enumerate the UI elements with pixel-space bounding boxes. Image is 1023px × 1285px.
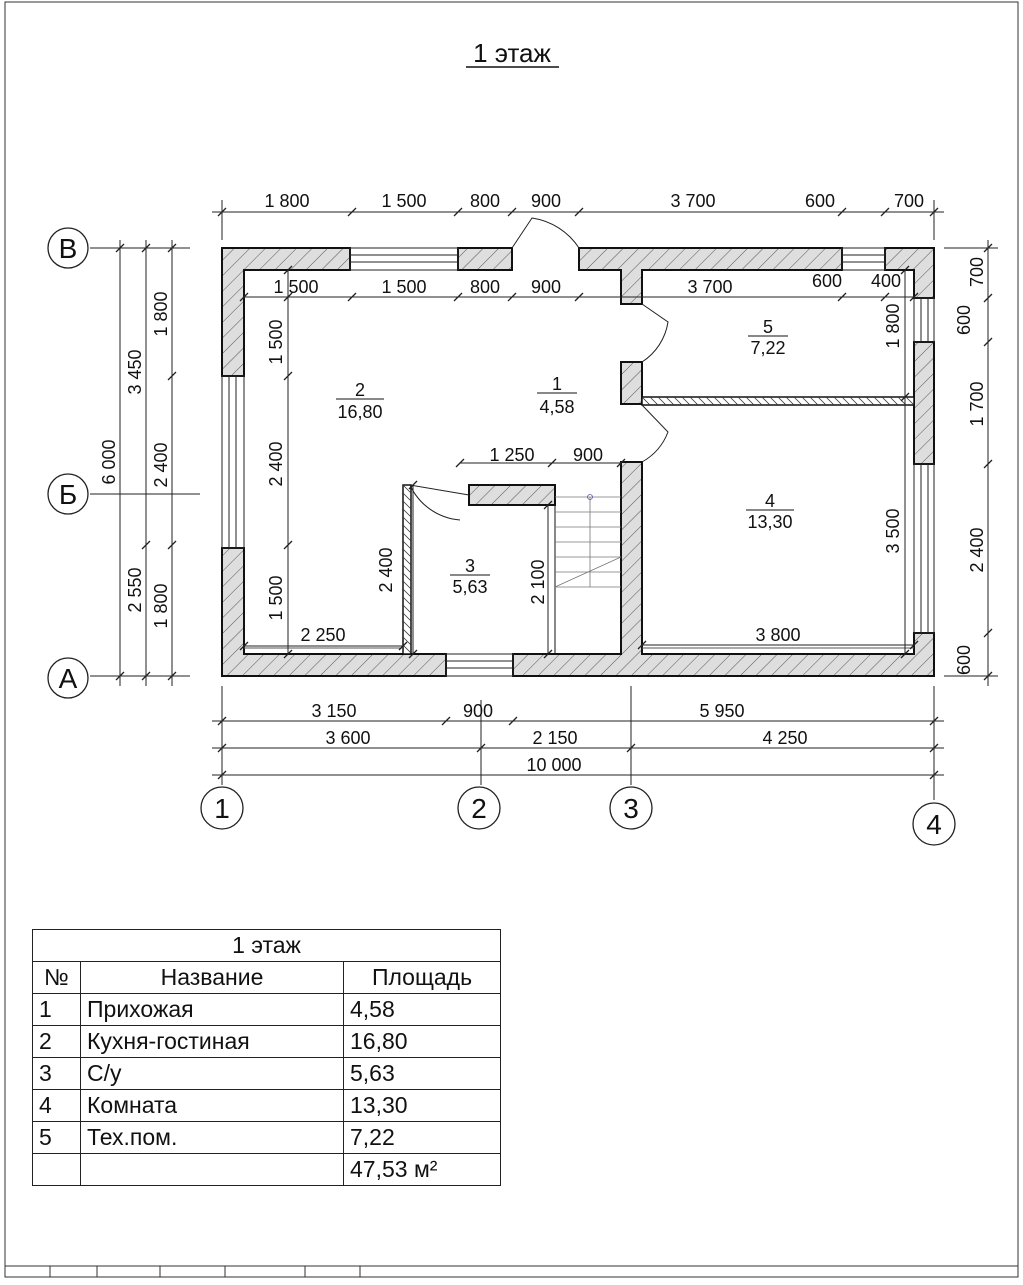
svg-text:600: 600 xyxy=(804,191,836,211)
svg-text:700: 700 xyxy=(967,256,987,288)
svg-text:2 150: 2 150 xyxy=(532,728,578,748)
rooms-table xyxy=(32,929,501,1186)
cell-area: 13,30 xyxy=(344,1090,501,1122)
svg-text:5,63: 5,63 xyxy=(452,577,488,597)
svg-text:5: 5 xyxy=(762,317,774,337)
table-row xyxy=(33,1026,501,1058)
svg-text:3 450: 3 450 xyxy=(125,349,145,395)
svg-text:1 800: 1 800 xyxy=(151,291,171,337)
cell-num: 3 xyxy=(33,1058,81,1090)
room-label-4 xyxy=(746,491,794,532)
svg-text:1 800: 1 800 xyxy=(151,583,171,629)
svg-text:5 950: 5 950 xyxy=(699,701,745,721)
svg-text:900: 900 xyxy=(462,701,494,721)
svg-text:16,80: 16,80 xyxy=(337,402,383,422)
svg-text:600: 600 xyxy=(811,271,843,291)
cell-area: 5,63 xyxy=(344,1058,501,1090)
svg-text:3 700: 3 700 xyxy=(687,277,733,297)
table-row xyxy=(33,1058,501,1090)
cell-num: 4 xyxy=(33,1090,81,1122)
svg-text:В: В xyxy=(58,233,78,264)
svg-text:10 000: 10 000 xyxy=(526,755,582,775)
cell-name: Кухня-гостиная xyxy=(81,1026,344,1058)
svg-text:3: 3 xyxy=(623,793,639,824)
svg-text:3 500: 3 500 xyxy=(883,508,903,554)
table-caption: 1 этаж xyxy=(33,930,501,962)
svg-text:700: 700 xyxy=(893,191,925,211)
room-label-2 xyxy=(336,380,384,422)
cell-area: 16,80 xyxy=(344,1026,501,1058)
svg-text:7,22: 7,22 xyxy=(750,338,786,358)
svg-text:2: 2 xyxy=(354,380,366,400)
cell-area: 4,58 xyxy=(344,994,501,1026)
cell-name: Прихожая xyxy=(81,994,344,1026)
svg-text:900: 900 xyxy=(572,445,604,465)
room-label-5 xyxy=(748,317,788,358)
svg-text:13,30: 13,30 xyxy=(747,512,793,532)
svg-text:1 250: 1 250 xyxy=(489,445,535,465)
svg-text:4: 4 xyxy=(764,491,776,511)
axis-markers xyxy=(48,228,955,845)
cell-name: С/у xyxy=(81,1058,344,1090)
cell-num: 5 xyxy=(33,1122,81,1154)
cell-area: 7,22 xyxy=(344,1122,501,1154)
svg-text:1 500: 1 500 xyxy=(266,575,286,621)
svg-text:1 500: 1 500 xyxy=(381,191,427,211)
cell-num: 2 xyxy=(33,1026,81,1058)
room-label-1 xyxy=(537,374,577,417)
cell-empty xyxy=(81,1154,344,1186)
svg-text:1 800: 1 800 xyxy=(264,191,310,211)
table-caption-row xyxy=(33,930,501,962)
svg-text:3: 3 xyxy=(464,556,476,576)
axis-row-a xyxy=(48,658,88,698)
svg-text:2 400: 2 400 xyxy=(266,441,286,487)
axis-row-b xyxy=(48,474,88,514)
axis-row-v xyxy=(48,228,88,268)
svg-text:2 100: 2 100 xyxy=(528,559,548,605)
svg-text:1 800: 1 800 xyxy=(883,303,903,349)
svg-text:2 250: 2 250 xyxy=(300,625,346,645)
partitions xyxy=(403,397,914,654)
staircase xyxy=(555,495,621,588)
room-label-3 xyxy=(450,556,490,597)
header-name: Название xyxy=(81,962,344,994)
svg-text:1 500: 1 500 xyxy=(381,277,427,297)
axis-col-3 xyxy=(610,787,652,829)
svg-text:4: 4 xyxy=(926,809,942,840)
axis-col-1 xyxy=(201,787,243,829)
svg-text:1 500: 1 500 xyxy=(273,277,319,297)
table-total-row xyxy=(33,1154,501,1186)
svg-text:800: 800 xyxy=(469,191,501,211)
axis-col-4 xyxy=(913,803,955,845)
svg-text:3 700: 3 700 xyxy=(670,191,716,211)
svg-text:1 700: 1 700 xyxy=(967,381,987,427)
svg-text:600: 600 xyxy=(954,304,974,336)
svg-text:4,58: 4,58 xyxy=(539,397,575,417)
table-row xyxy=(33,1122,501,1154)
svg-text:1: 1 xyxy=(214,793,230,824)
svg-text:4 250: 4 250 xyxy=(762,728,808,748)
svg-text:2 400: 2 400 xyxy=(967,527,987,573)
cell-empty xyxy=(33,1154,81,1186)
svg-text:800: 800 xyxy=(469,277,501,297)
svg-text:2 550: 2 550 xyxy=(125,567,145,613)
table-row xyxy=(33,1090,501,1122)
header-num: № xyxy=(33,962,81,994)
svg-text:А: А xyxy=(58,663,78,694)
svg-text:2 400: 2 400 xyxy=(376,547,396,593)
table-header-row xyxy=(33,962,501,994)
axis-col-2 xyxy=(458,787,500,829)
svg-text:400: 400 xyxy=(870,271,902,291)
svg-text:3 600: 3 600 xyxy=(325,728,371,748)
svg-text:3 150: 3 150 xyxy=(311,701,357,721)
table-row xyxy=(33,994,501,1026)
svg-text:900: 900 xyxy=(530,277,562,297)
svg-text:1 500: 1 500 xyxy=(266,319,286,365)
svg-text:2 400: 2 400 xyxy=(151,442,171,488)
drawing-title: 1 этаж xyxy=(473,38,551,68)
svg-text:6 000: 6 000 xyxy=(99,439,119,485)
cell-name: Комната xyxy=(81,1090,344,1122)
header-area: Площадь xyxy=(344,962,501,994)
svg-text:900: 900 xyxy=(530,191,562,211)
svg-text:2: 2 xyxy=(471,793,487,824)
cell-num: 1 xyxy=(33,994,81,1026)
cell-name: Тех.пом. xyxy=(81,1122,344,1154)
svg-text:Б: Б xyxy=(58,479,78,510)
total-area: 47,53 м² xyxy=(344,1154,501,1186)
svg-text:3 800: 3 800 xyxy=(755,625,801,645)
svg-text:600: 600 xyxy=(954,644,974,676)
svg-text:1: 1 xyxy=(551,374,563,394)
